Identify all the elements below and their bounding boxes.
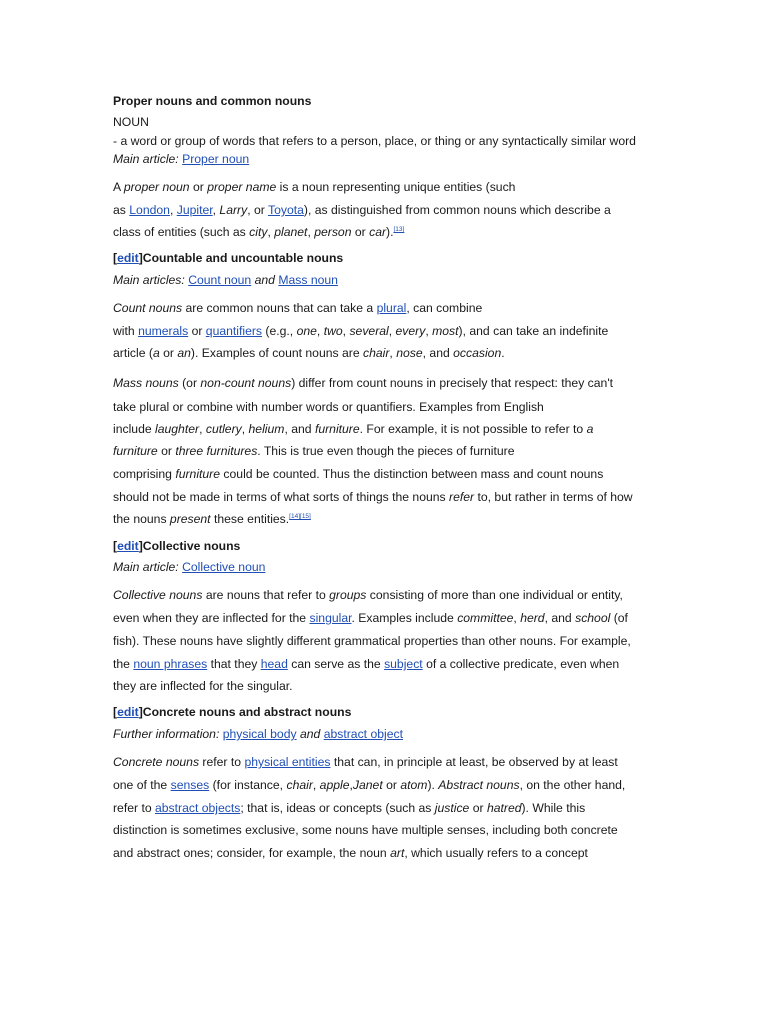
paragraph-line: even when they are inflected for the singular. Examples include committee, herd, and school (of <box>113 611 628 625</box>
citation-13[interactable]: [13] <box>393 225 405 233</box>
section-title: Proper nouns and common nouns <box>113 94 312 108</box>
main-articles-line: Main articles: Count noun and Mass noun <box>113 273 338 287</box>
paragraph-line: and abstract ones; consider, for example, the noun art, which usually refers to a concept <box>113 846 588 860</box>
main-article-line: Main article: Collective noun <box>113 560 266 574</box>
link-physical-entities[interactable]: physical entities <box>244 755 331 769</box>
link-london[interactable]: London <box>129 203 170 217</box>
paragraph-line: should not be made in terms of what sorts of things the nouns refer to, but rather in terms of how <box>113 490 633 504</box>
section-heading-concrete: [edit]Concrete nouns and abstract nouns <box>113 705 352 719</box>
edit-link[interactable]: edit <box>117 705 139 719</box>
noun-definition: - a word or group of words that refers to a person, place, or thing or any syntactically similar word <box>113 134 636 148</box>
link-count-noun[interactable]: Count noun <box>188 273 252 287</box>
link-quantifiers[interactable]: quantifiers <box>205 324 263 338</box>
link-proper-noun[interactable]: Proper noun <box>182 152 250 166</box>
edit-link[interactable]: edit <box>117 539 139 553</box>
paragraph-line: furniture or three furnitures. This is true even though the pieces of furniture <box>113 444 515 458</box>
paragraph-line: take plural or combine with number words or quantifiers. Examples from English <box>113 400 544 414</box>
link-singular[interactable]: singular <box>309 611 352 625</box>
paragraph-line: include laughter, cutlery, helium, and furniture. For example, it is not possible to refer to a <box>113 422 594 436</box>
paragraph-line: they are inflected for the singular. <box>113 679 293 693</box>
link-subject[interactable]: subject <box>384 657 423 671</box>
paragraph-line: the nouns present these entities.[14][15] <box>113 512 311 526</box>
paragraph-line: the noun phrases that they head can serve as the subject of a collective predicate, even when <box>113 657 620 671</box>
section-heading-proper-nouns <box>113 94 311 108</box>
link-mass-noun[interactable]: Mass noun <box>278 273 338 287</box>
noun-label: NOUN <box>113 115 149 129</box>
section-title: Countable and uncountable nouns <box>142 251 344 265</box>
paragraph-line: Count nouns are common nouns that can take a plural, can combine <box>113 301 483 315</box>
link-abstract-object[interactable]: abstract object <box>323 727 403 741</box>
link-collective-noun[interactable]: Collective noun <box>182 560 266 574</box>
paragraph-line: refer to abstract objects; that is, ideas or concepts (such as justice or hatred). While this <box>113 801 586 815</box>
edit-link[interactable]: edit <box>117 251 139 265</box>
link-plural[interactable]: plural <box>376 301 407 315</box>
paragraph-line: Collective nouns are nouns that refer to groups consisting of more than one individual or entity, <box>113 588 623 602</box>
paragraph-line: comprising furniture could be counted. Thus the distinction between mass and count nouns <box>113 467 604 481</box>
section-heading-countable: [edit]Countable and uncountable nouns <box>113 251 344 265</box>
link-head[interactable]: head <box>260 657 288 671</box>
paragraph-line: A proper noun or proper name is a noun representing unique entities (such <box>113 180 516 194</box>
paragraph-line: with numerals or quantifiers (e.g., one, two, several, every, most), and can take an indefinite <box>113 324 609 338</box>
further-information-line: Further information: physical body and abstract object <box>113 727 403 741</box>
main-article-line: Main article: Proper noun <box>113 152 250 166</box>
link-noun-phrases[interactable]: noun phrases <box>133 657 208 671</box>
paragraph-line: class of entities (such as city, planet, person or car).[13] <box>113 225 405 239</box>
link-toyota[interactable]: Toyota <box>267 203 304 217</box>
section-title: Concrete nouns and abstract nouns <box>142 705 352 719</box>
link-numerals[interactable]: numerals <box>138 324 189 338</box>
section-title: Collective nouns <box>142 539 241 553</box>
link-physical-body[interactable]: physical body <box>222 727 297 741</box>
paragraph-line: article (a or an). Examples of count nouns are chair, nose, and occasion. <box>113 346 505 360</box>
link-abstract-objects[interactable]: abstract objects <box>155 801 241 815</box>
link-jupiter[interactable]: Jupiter <box>176 203 213 217</box>
paragraph-line: fish). These nouns have slightly different grammatical properties than other nouns. For example, <box>113 634 631 648</box>
section-heading-collective: [edit]Collective nouns <box>113 539 241 553</box>
paragraph-line: Mass nouns (or non-count nouns) differ from count nouns in precisely that respect: they can't <box>113 376 614 390</box>
paragraph-line: distinction is sometimes exclusive, some nouns have multiple senses, including both concrete <box>113 823 618 837</box>
citation-14-15[interactable]: [14][15] <box>289 512 311 520</box>
paragraph-line: Concrete nouns refer to physical entities that can, in principle at least, be observed by at least <box>113 755 618 769</box>
paragraph-line: as London, Jupiter, Larry, or Toyota), as distinguished from common nouns which describe a <box>113 203 611 217</box>
link-senses[interactable]: senses <box>170 778 210 792</box>
paragraph-line: one of the senses (for instance, chair, apple,Janet or atom). Abstract nouns, on the other hand, <box>113 778 626 792</box>
